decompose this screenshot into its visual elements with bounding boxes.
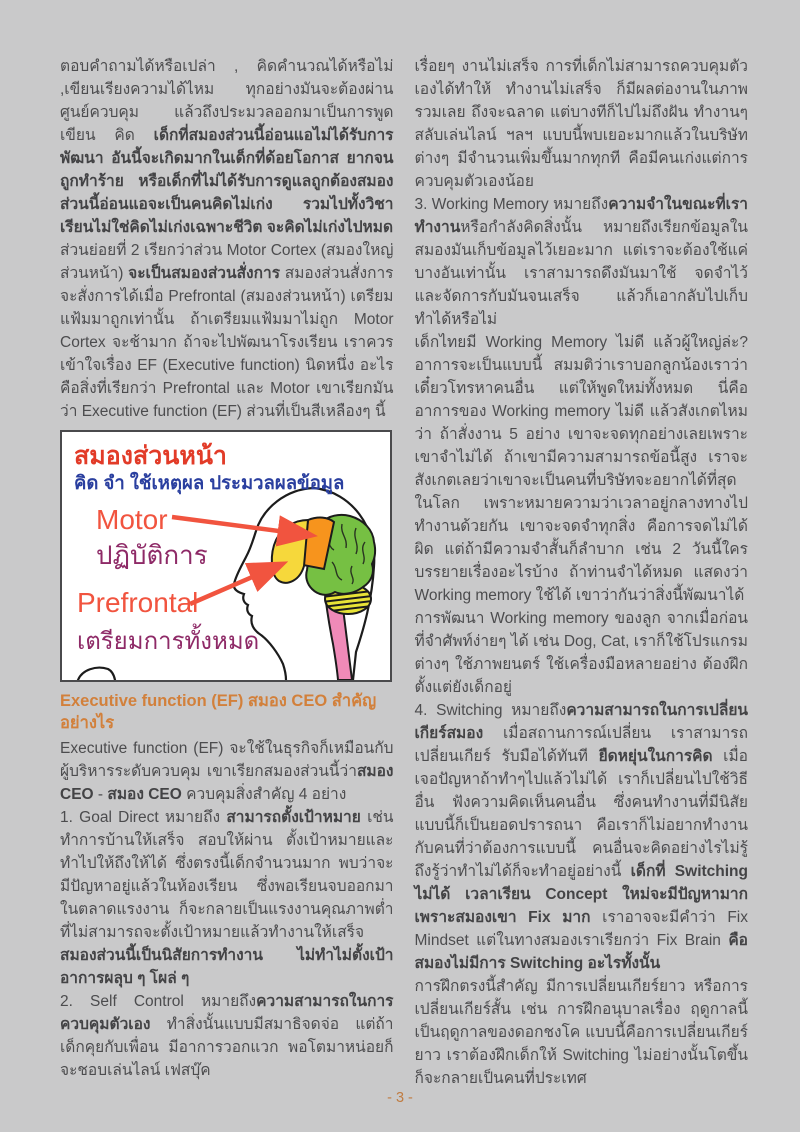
figure-title: สมองส่วนหน้า — [74, 442, 227, 470]
motor-label: Motor — [96, 504, 168, 535]
figure-subtitle: คิด จำ ใช้เหตุผล ประมวลผลข้อมูล — [74, 472, 345, 493]
paragraph: 4. Switching หมายถึงความสามารถในการเปลี่ยนเกียร์สมอง เมื่อสถานการณ์เปลี่ยน เราสามารถเปลี่ยนเกียร์ รับมือได้ทันที ยืดหยุ่นในการคิด เมื่อเจอปัญหาถ้าทำๆไปแล้วไม่ได้ เราก็เปลี่ยนไปใช้วิธีอื่น ฟังความคิดเห็นคนอื่น ซึ่งคนทำงานที่มีนิสัยแบบนี้ก็เป็นยอดปรารถนา คือเราก็ไม่อยากทำงานกับคนที่ว่าต้องการแบบนี้ คนอื่นจะคิดอย่างไรไม่รู้ ถึงรู้ว่าทำไม่ได้ก็จะทำอยู่อย่างนี้ เด็กที่ Switching ไม่ได้ เวลาเรียน Concept ใหม่จะมีปัญหามากเพราะสมองเขา Fix มาก เราอาจจะมีคำว่า Fix Mindset แต่ในทางสมองเราเรียกว่า Fix Brain คือสมองไม่มีการ Switching อะไรทั้งนั้น — [414, 702, 748, 972]
paragraph: ส่วนย่อยที่ 2 เรียกว่าส่วน Motor Cortex (สมองใหญ่ส่วนหน้า) จะเป็นสมองส่วนสั่งการ สมองส่วนสั่งการจะสั่งการได้เมื่อ Prefrontal (สมองส่วนหน้า) เตรียมแฟ้มมาถูกเท่านั้น ถ้าเตรียมแฟ้มมาไม่ถูก Motor Cortex จะช้ามาก ถ้าจะไปพัฒนาโรงเรียน เราควรเข้าใจเรื่อง EF (Executive function) นิดหนึ่ง อะไรคือสิ่งที่เรียกว่า Prefrontal และ Motor เขาเรียกมันว่า Executive function (EF) ส่วนที่เป็นสีเหลืองๆ นี้ — [60, 242, 394, 420]
paragraph: 1. Goal Direct หมายถึง สามารถตั้งเป้าหมาย เช่นทำการบ้านให้เสร็จ สอบให้ผ่าน ตั้งเป้าหมายและทำไปให้ถึงให้ได้ ซึ่งตรงนี้เด็กจำนวนมาก พบว่าจะมีปัญหาอยู่แล้วในห้องเรียน ซึ่งพอเรียนจบออกมาในตลาดแรงงาน ก็จะกลายเป็นแรงงานคุณภาพต่ำที่ไม่สามารถจะตั้งเป้าหมายแล้วทำงานให้เสร็จ สมองส่วนนี้เป็นนิสัยการทำงาน ไม่ทำไม่ตั้งเป้า อาการผลุบ ๆ โผล่ ๆ — [60, 809, 394, 987]
paragraph: การฝึกตรงนี้สำคัญ มีการเปลี่ยนเกียร์ยาว หรือการเปลี่ยนเกียร์สั้น เช่น การฝึกอนุบาลเรื่อง ฤดูกาลนี้เป็นฤดูกาลของดอกชงโค แบบนี้คือการเปลี่ยนเกียร์ยาว เราต้องฝึกเด็กให้ Switching ไม่อย่างนั้นโตขึ้นก็จะกลายเป็นคนที่ประเทศ — [414, 978, 748, 1087]
paragraph: ตอบคำถามได้หรือเปล่า , คิดคำนวณได้หรือไม่ ,เขียนเรียงความได้ไหม ทุกอย่างมันจะต้องผ่านศูนย์ควบคุม แล้วถึงประมวลออกมาเป็นการพูด เขียน คิด เด็กที่สมองส่วนนี้อ่อนแอไม่ได้รับการพัฒนา อันนี้จะเกิดมากในเด็กที่ด้อยโอกาส ยากจน ถูกทำร้าย หรือเด็กที่ไม่ได้รับการดูแลถูกต้องสมองส่วนนี้อ่อนแอจะเป็นคนคิดไม่เก่ง รวมไปทั้งวิชาเรียนไม่ใช่คิดไม่เก่งเฉพาะชีวิต จะคิดไม่เก่งไปหมด — [60, 58, 394, 236]
page-number: - 3 - — [387, 1090, 413, 1106]
left-top-blocks — [60, 55, 394, 423]
right-blocks — [415, 55, 749, 1090]
left-column — [60, 55, 394, 1090]
paragraph: เรื่อยๆ งานไม่เสร็จ การที่เด็กไม่สามารถควบคุมตัวเองได้ทำให้ ทำงานไม่เสร็จ ก็มีผลต่องานในภาพรวมเลย ถึงจะฉลาด แต่บางทีก็ไปไม่ถึงฝัน ทำงานๆ สลับเล่นไลน์ ฯลฯ แบบนี้พบเยอะมากแล้วในบริษัทต่างๆ มีจำนวนเพิ่มขึ้นมากทุกที คือมีคนเก่งแต่การควบคุมตัวเองน้อย — [414, 58, 748, 190]
brain-diagram-figure — [60, 430, 392, 682]
section-heading: Executive function (EF) สมอง CEO สำคัญอย่างไร — [60, 692, 377, 732]
paragraph: Executive function (EF) จะใช้ในธุรกิจก็เหมือนกับผู้บริหารระดับควบคุม เขาเรียกสมองส่วนนี้ว่าสมอง CEO - สมอง CEO ควบคุมสิ่งสำคัญ 4 อย่าง — [60, 740, 394, 803]
paragraph: เด็กไทยมี Working Memory ไม่ดี แล้วผู้ใหญ่ล่ะ? อาการจะเป็นแบบนี้ สมมติว่าเราบอกลูกน้องเราว่า เดี๋ยวโทรหาคนอื่น แต่ให้พูดใหม่ทั้งหมด นี่คืออาการของ Working memory ไม่ดี แล้วสังเกตไหมว่า ถ้าสั่งงาน 5 อย่าง เขาจะจดทุกอย่างเลยเพราะเขาจำไม่ได้ ถ้าเขามีความสามารถข้อนี้สูง เราจะสังเกตเลยว่าเขาจะเป็นคนที่บริษัทจะอยากได้ที่สุดในโลก เพราะหมายความว่าเวลาอยู่กลางทางไปทำงานด้วยกัน เขาจะจดจำทุกสิ่ง คือการจดไม่ได้ผิด แต่ถ้ามีความจำสั้นก็ลำบาก เช่น 2 วันนี้ใครบรรยายเรื่องอะไรบ้าง ถ้าท่านจำได้หมด แสดงว่า Working memory ใช้ได้ เขาว่ากันว่าสิ่งนี้พัฒนาได้ — [414, 334, 748, 604]
paragraph: 2. Self Control หมายถึงความสามารถในการควบคุมตัวเอง ทำสิ่งนั้นแบบมีสมาธิจดจ่อ แต่ถ้าเด็กคุยกับเพื่อน มีอาการวอกแวก พอโตมาหน่อยก็จะชอบเล่นไลน์ เฟสบุ๊ค — [60, 993, 394, 1079]
motor-thai-label: ปฏิบัติการ — [96, 540, 208, 570]
left-bottom-blocks — [60, 690, 394, 1082]
paragraph: 3. Working Memory หมายถึงความจำในขณะที่เราทำงานหรือกำลังคิดสิ่งนั้น หมายถึงเรียกข้อมูลในสมองมันเก็บข้อมูลไว้เยอะมาก แต่เราจะต้องใช้แค่บางอันเท่านั้น เราสามารถดึงมันมาใช้ จดจำไว้ และจัดการกับมันจนเสร็จ แล้วก็เอากลับไปเก็บ ทำได้หรือไม่ — [414, 196, 748, 328]
right-column — [415, 55, 749, 1090]
two-column-layout — [60, 55, 748, 1090]
prefrontal-thai-label: เตรียมการทั้งหมด — [77, 628, 260, 655]
paragraph: การพัฒนา Working memory ของลูก จากเมื่อก่อนที่จำศัพท์ง่ายๆ ได้ เช่น Dog, Cat, เราก็ใช้โปรแกรมต่างๆ ใช้ภาพยนตร์ ใช้เครื่องมือหลายอย่าง ต้องฝึกตั้งแต่ยังเด็กอยู่ — [414, 610, 748, 696]
prefrontal-label: Prefrontal — [77, 587, 199, 618]
